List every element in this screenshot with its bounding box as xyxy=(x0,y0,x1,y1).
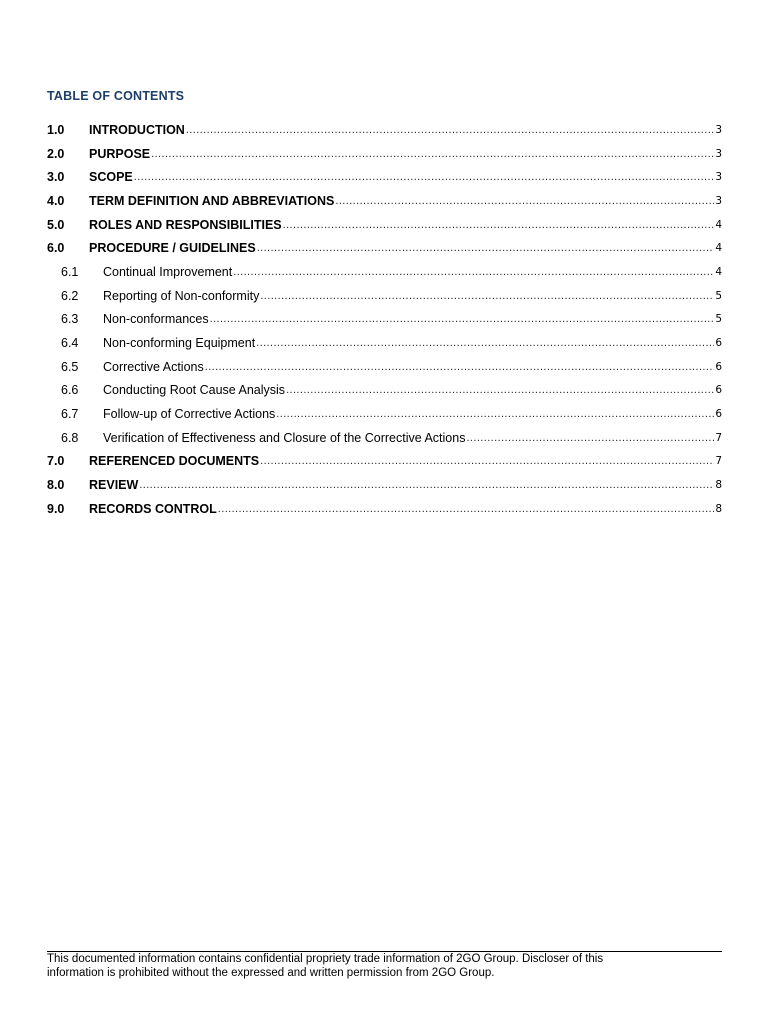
toc-entry-label: Follow-up of Corrective Actions xyxy=(103,407,276,422)
toc-entry-number: 6.8 xyxy=(61,430,79,445)
toc-entry-page: 3 xyxy=(715,171,722,184)
toc-entry[interactable] xyxy=(47,118,722,142)
toc-entry[interactable] xyxy=(47,497,722,521)
toc-subentry[interactable] xyxy=(47,426,722,450)
toc-entry[interactable] xyxy=(47,236,722,260)
toc-entry[interactable] xyxy=(47,473,722,497)
dot-leader xyxy=(186,123,714,137)
toc-entry-page: 3 xyxy=(715,147,722,160)
toc-subentry[interactable] xyxy=(47,355,722,379)
dot-leader xyxy=(260,454,714,468)
toc-entry-page: 7 xyxy=(715,431,722,444)
toc-entry[interactable] xyxy=(47,165,722,189)
toc-subentry[interactable] xyxy=(47,331,722,355)
dot-leader xyxy=(335,194,714,208)
toc-entry-label: ROLES AND RESPONSIBILITIES xyxy=(89,217,282,232)
toc-entry-page: 4 xyxy=(715,242,722,255)
toc-entry[interactable] xyxy=(47,450,722,474)
toc-entry-label: Non-conforming Equipment xyxy=(103,336,256,351)
toc-entry-number: 6.0 xyxy=(47,241,65,256)
toc-entry-number: 6.4 xyxy=(61,336,79,351)
dot-leader xyxy=(257,241,715,255)
toc-entry-page: 5 xyxy=(715,313,722,326)
dot-leader xyxy=(466,431,714,445)
dot-leader xyxy=(283,218,715,232)
toc-entry-page: 8 xyxy=(715,479,722,492)
dot-leader xyxy=(233,265,714,279)
toc-entry-number: 6.7 xyxy=(61,407,79,422)
toc-entry-label: Reporting of Non-conformity xyxy=(103,288,260,303)
dot-leader xyxy=(139,478,714,492)
footer-line: information is prohibited without the expressed and written permission from 2GO Group. xyxy=(47,966,495,979)
toc-entry-label: PURPOSE xyxy=(89,146,151,161)
dot-leader xyxy=(286,383,714,397)
toc-entry-label: Non-conformances xyxy=(103,312,209,327)
confidentiality-footer xyxy=(47,953,722,980)
toc-entry-number: 6.2 xyxy=(61,288,79,303)
toc-entry-page: 4 xyxy=(715,218,722,231)
toc-entry-number: 6.6 xyxy=(61,383,79,398)
toc-entry-number: 2.0 xyxy=(47,146,65,161)
toc-subentry[interactable] xyxy=(47,284,722,308)
toc-entry-page: 3 xyxy=(715,123,722,136)
dot-leader xyxy=(256,336,714,350)
footer-line: This documented information contains confidential propriety trade information of 2GO Group. Discloser of this xyxy=(47,953,604,965)
dot-leader xyxy=(218,502,715,516)
toc-entry-page: 6 xyxy=(715,337,722,350)
dot-leader xyxy=(151,147,714,161)
toc-entry-label: PROCEDURE / GUIDELINES xyxy=(89,241,256,256)
toc-entry-number: 9.0 xyxy=(47,501,65,516)
toc-entry[interactable] xyxy=(47,189,722,213)
toc-entry[interactable] xyxy=(47,213,722,237)
toc-entry-number: 6.1 xyxy=(61,264,79,279)
toc-entry-page: 6 xyxy=(715,384,722,397)
dot-leader xyxy=(134,170,715,184)
toc-entry-number: 4.0 xyxy=(47,193,65,208)
toc-subentry[interactable] xyxy=(47,402,722,426)
toc-entry-label: Conducting Root Cause Analysis xyxy=(103,383,286,398)
dot-leader xyxy=(205,360,715,374)
toc-entry-page: 6 xyxy=(715,408,722,421)
toc-entry[interactable] xyxy=(47,142,722,166)
footer-divider xyxy=(47,951,722,952)
toc-entry-label: Verification of Effectiveness and Closure of the Corrective Actions xyxy=(103,430,466,445)
toc-entry-page: 6 xyxy=(715,360,722,373)
toc-entry-page: 4 xyxy=(715,265,722,278)
toc-entry-page: 3 xyxy=(715,194,722,207)
toc-entry-label: RECORDS CONTROL xyxy=(89,501,217,516)
toc-heading: TABLE OF CONTENTS xyxy=(47,89,185,103)
toc-entry-page: 5 xyxy=(715,289,722,302)
toc-entry-label: REVIEW xyxy=(89,478,139,493)
dot-leader xyxy=(276,407,714,421)
toc-entry-label: TERM DEFINITION AND ABBREVIATIONS xyxy=(89,193,335,208)
toc-entry-number: 5.0 xyxy=(47,217,65,232)
toc-entry-number: 8.0 xyxy=(47,478,65,493)
dot-leader xyxy=(260,289,714,303)
toc-entry-label: SCOPE xyxy=(89,170,133,185)
toc-entry-page: 7 xyxy=(715,455,722,468)
toc-entry-label: REFERENCED DOCUMENTS xyxy=(89,454,260,469)
toc-entry-number: 6.3 xyxy=(61,312,79,327)
toc-entry-label: INTRODUCTION xyxy=(89,122,185,137)
toc-subentry[interactable] xyxy=(47,308,722,332)
dot-leader xyxy=(210,312,715,326)
toc-entry-number: 7.0 xyxy=(47,454,65,469)
toc-list xyxy=(47,118,722,521)
toc-entry-number: 6.5 xyxy=(61,359,79,374)
toc-subentry[interactable] xyxy=(47,379,722,403)
toc-entry-label: Corrective Actions xyxy=(103,359,204,374)
toc-entry-number: 1.0 xyxy=(47,122,65,137)
toc-entry-label: Continual Improvement xyxy=(103,264,233,279)
toc-entry-number: 3.0 xyxy=(47,170,65,185)
toc-entry-page: 8 xyxy=(715,502,722,515)
toc-subentry[interactable] xyxy=(47,260,722,284)
